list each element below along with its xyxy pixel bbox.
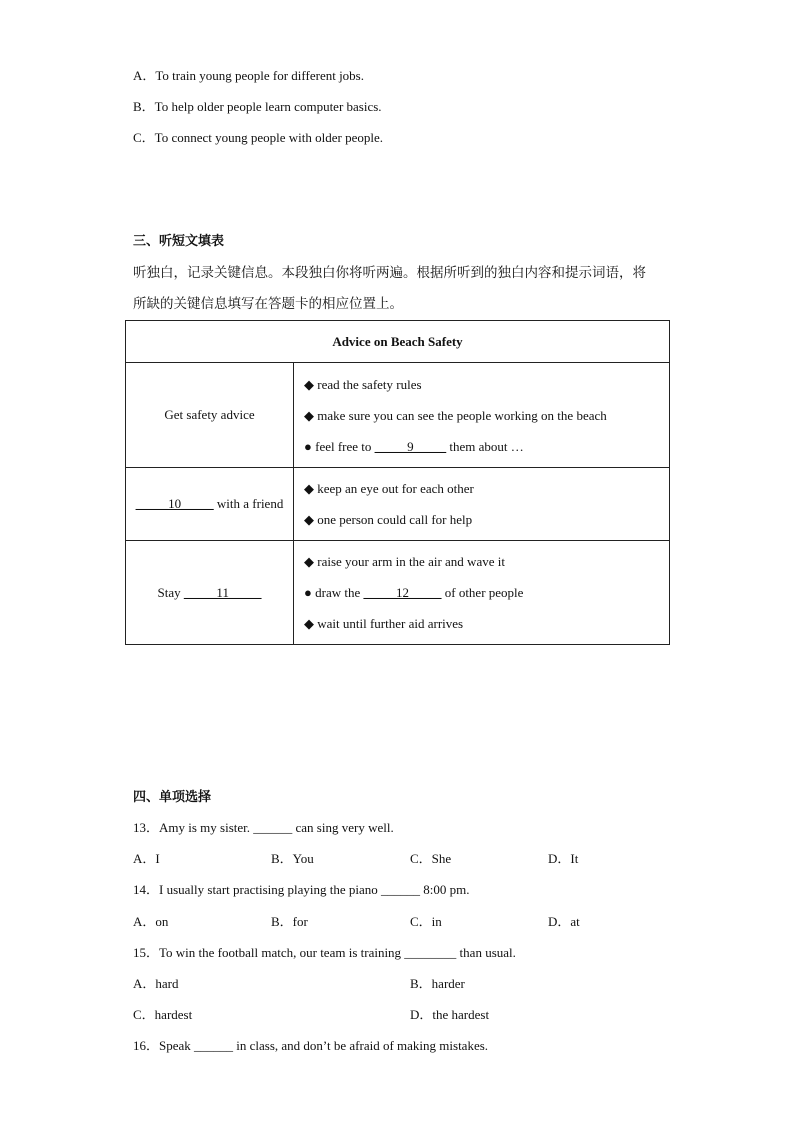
q15-option-d[interactable]: D．the hardest xyxy=(410,1007,490,1022)
bullet-item xyxy=(304,369,669,400)
option-text: To help older people learn computer basics. xyxy=(154,99,382,114)
row-label-text: Get safety advice xyxy=(164,407,255,422)
q14-option-c[interactable]: C．in xyxy=(410,914,442,929)
diamond-bullet-icon: ◆ xyxy=(304,512,314,527)
question-16-stem: 16．Speak ______ in class, and don’t be afraid of making mistakes. xyxy=(133,1038,489,1053)
q15-option-c[interactable]: C．hardest xyxy=(133,1007,193,1022)
advice-table xyxy=(125,320,670,645)
table-row xyxy=(126,541,670,645)
row-details xyxy=(294,468,670,541)
blank-12[interactable]: _____12_____ xyxy=(363,585,442,600)
bullet-text: raise your arm in the air and wave it xyxy=(317,554,505,569)
q13-option-d[interactable]: D．It xyxy=(548,851,579,866)
bullet-item xyxy=(304,577,669,608)
bullet-item xyxy=(304,546,669,577)
row-details xyxy=(294,363,670,468)
bullet-text: keep an eye out for each other xyxy=(317,481,474,496)
bullet-text: feel free to xyxy=(315,438,375,454)
table-title: Advice on Beach Safety xyxy=(126,321,670,363)
option-letter: A． xyxy=(133,68,156,83)
bullet-text: wait until further aid arrives xyxy=(317,616,464,631)
q15-option-a[interactable]: A．hard xyxy=(133,976,179,991)
prev-option-c xyxy=(133,130,383,146)
bullet-text: read the safety rules xyxy=(317,376,422,392)
blank-11[interactable]: _____11_____ xyxy=(183,584,262,600)
bullet-text: them about … xyxy=(446,438,524,454)
diamond-bullet-icon: ◆ xyxy=(304,616,314,631)
blank-9[interactable]: _____9_____ xyxy=(374,438,447,454)
bullet-text: make sure you can see the people working on the beach xyxy=(317,407,607,423)
section3-heading: 三、听短文填表 xyxy=(133,234,225,249)
blank-10[interactable]: _____10_____ xyxy=(135,496,214,511)
question-15-stem: 15．To win the football match, our team is training ________ than usual. xyxy=(133,945,516,960)
section4-heading: 四、单项选择 xyxy=(133,790,212,805)
circle-bullet-icon: ● xyxy=(304,438,312,454)
diamond-bullet-icon: ◆ xyxy=(304,481,314,496)
option-text: To train young people for different jobs. xyxy=(155,68,364,83)
row-details xyxy=(294,541,670,645)
bullet-item xyxy=(304,431,669,462)
row-label-text: with a friend xyxy=(213,496,284,511)
q14-option-a[interactable]: A．on xyxy=(133,914,169,929)
option-text: To connect young people with older people. xyxy=(154,130,384,145)
q13-option-b[interactable]: B．You xyxy=(271,851,314,866)
circle-bullet-icon: ● xyxy=(304,585,312,600)
q13-option-c[interactable]: C．She xyxy=(410,851,452,866)
q14-option-b[interactable]: B．for xyxy=(271,914,308,929)
table-row xyxy=(126,468,670,541)
bullet-item xyxy=(304,400,669,431)
q13-option-a[interactable]: A．I xyxy=(133,851,160,866)
prev-option-a xyxy=(133,68,364,84)
question-13-stem: 13．Amy is my sister. ______ can sing very well. xyxy=(133,820,394,835)
bullet-item xyxy=(304,608,669,639)
row-label xyxy=(126,468,294,541)
question-14-stem: 14．I usually start practising playing the piano ______ 8:00 pm. xyxy=(133,882,470,897)
bullet-text: of other people xyxy=(441,585,524,600)
bullet-item xyxy=(304,504,669,535)
diamond-bullet-icon: ◆ xyxy=(304,376,314,392)
diamond-bullet-icon: ◆ xyxy=(304,407,314,423)
option-letter: C． xyxy=(133,130,155,145)
table-row xyxy=(126,363,670,468)
row-label xyxy=(126,541,294,645)
row-label xyxy=(126,363,294,468)
bullet-item xyxy=(304,473,669,504)
section3-instructions-line1: 听独白，记录关键信息。本段独白你将听两遍。根据所听到的独白内容和提示词语，将 xyxy=(133,265,646,281)
q14-option-d[interactable]: D．at xyxy=(548,914,580,929)
section3-instructions-line2: 所缺的关键信息填写在答题卡的相应位置上。 xyxy=(133,296,403,312)
diamond-bullet-icon: ◆ xyxy=(304,554,314,569)
q15-option-b[interactable]: B．harder xyxy=(410,976,465,991)
prev-option-b xyxy=(133,99,382,115)
bullet-text: one person could call for help xyxy=(317,512,473,527)
option-letter: B． xyxy=(133,99,155,114)
row-label-text: Stay xyxy=(157,584,184,600)
bullet-text: draw the xyxy=(315,585,364,600)
